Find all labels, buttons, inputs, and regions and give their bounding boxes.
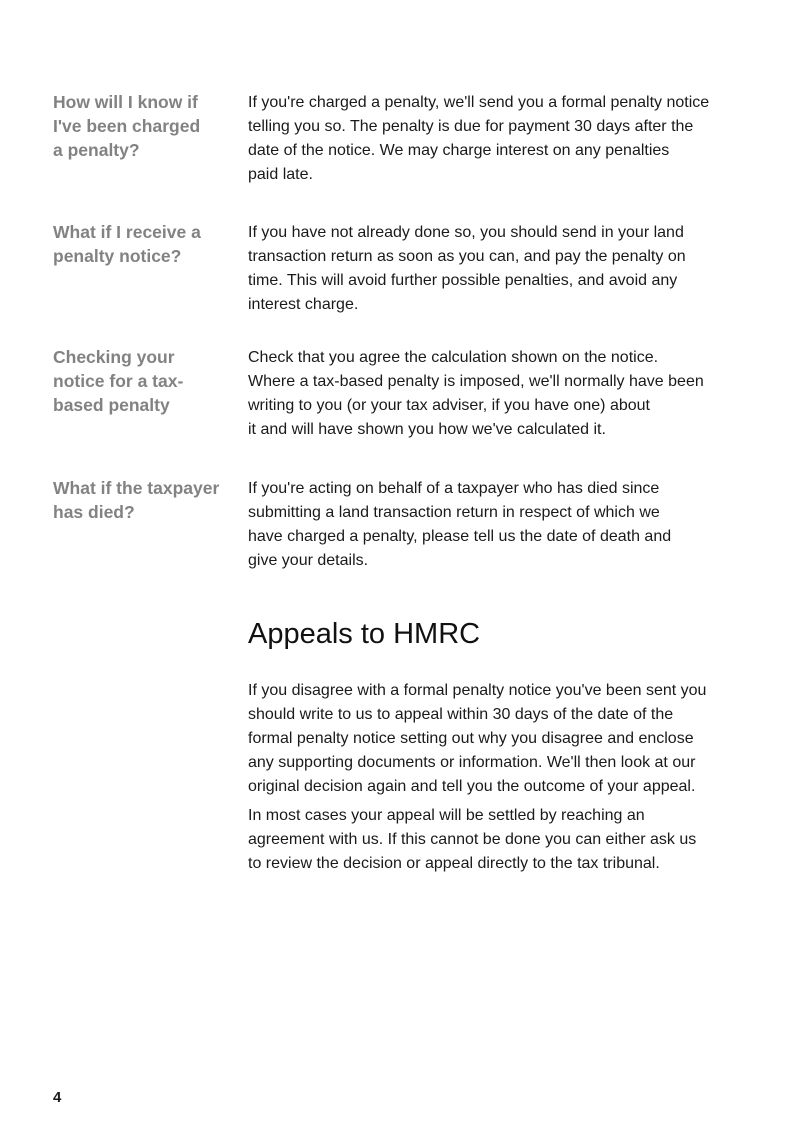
body-line: If you're acting on behalf of a taxpayer who has died since [248,480,660,497]
heading-line: penalty notice? [53,246,182,266]
appeals-paragraph-1 [248,679,748,799]
body-line: interest charge. [248,296,359,313]
body-line: If you're charged a penalty, we'll send you a formal penalty notice [248,94,710,111]
section-heading-charged [53,90,233,162]
body-line: to review the decision or appeal directly to the tax tribunal. [248,855,660,872]
section-heading-penalty-notice [53,220,233,268]
body-line: transaction return as soon as you can, and pay the penalty on [248,248,686,265]
heading-line: What if I receive a [53,222,201,242]
page-number: 4 [53,1089,62,1106]
body-line: any supporting documents or information. We'll then look at our [248,754,696,771]
section-body-charged [248,91,748,187]
body-line: formal penalty notice setting out why you disagree and enclose [248,730,694,747]
section-heading-taxpayer-died [53,476,233,524]
body-line: If you disagree with a formal penalty notice you've been sent you [248,682,707,699]
body-line: If you have not already done so, you should send in your land [248,224,684,241]
heading-line: How will I know if [53,92,198,112]
heading-line: I've been charged [53,116,201,136]
body-line: paid late. [248,166,313,183]
body-line: time. This will avoid further possible penalties, and avoid any [248,272,678,289]
body-line: original decision again and tell you the outcome of your appeal. [248,778,696,795]
heading-line: notice for a tax- [53,371,184,391]
section-body-penalty-notice [248,221,748,317]
body-line: In most cases your appeal will be settled by reaching an [248,807,645,824]
heading-line: has died? [53,502,135,522]
body-line: date of the notice. We may charge interest on any penalties [248,142,670,159]
appeals-paragraph-2 [248,804,748,876]
section-heading-checking-notice [53,345,233,417]
body-line: telling you so. The penalty is due for payment 30 days after the [248,118,694,135]
body-line: it and will have shown you how we've calculated it. [248,421,606,438]
body-line: have charged a penalty, please tell us the date of death and [248,528,672,545]
section-body-taxpayer-died [248,477,748,573]
body-line: give your details. [248,552,369,569]
body-line: writing to you (or your tax adviser, if you have one) about [248,397,650,414]
body-line: Where a tax-based penalty is imposed, we'll normally have been [248,373,704,390]
body-line: should write to us to appeal within 30 days of the date of the [248,706,674,723]
heading-line: Checking your [53,347,175,367]
appeals-heading: Appeals to HMRC [248,618,481,650]
heading-line: a penalty? [53,140,140,160]
heading-line: based penalty [53,395,170,415]
body-line: submitting a land transaction return in respect of which we [248,504,660,521]
section-body-checking-notice [248,346,748,442]
heading-line: What if the taxpayer [53,478,220,498]
body-line: Check that you agree the calculation shown on the notice. [248,349,659,366]
body-line: agreement with us. If this cannot be done you can either ask us [248,831,697,848]
